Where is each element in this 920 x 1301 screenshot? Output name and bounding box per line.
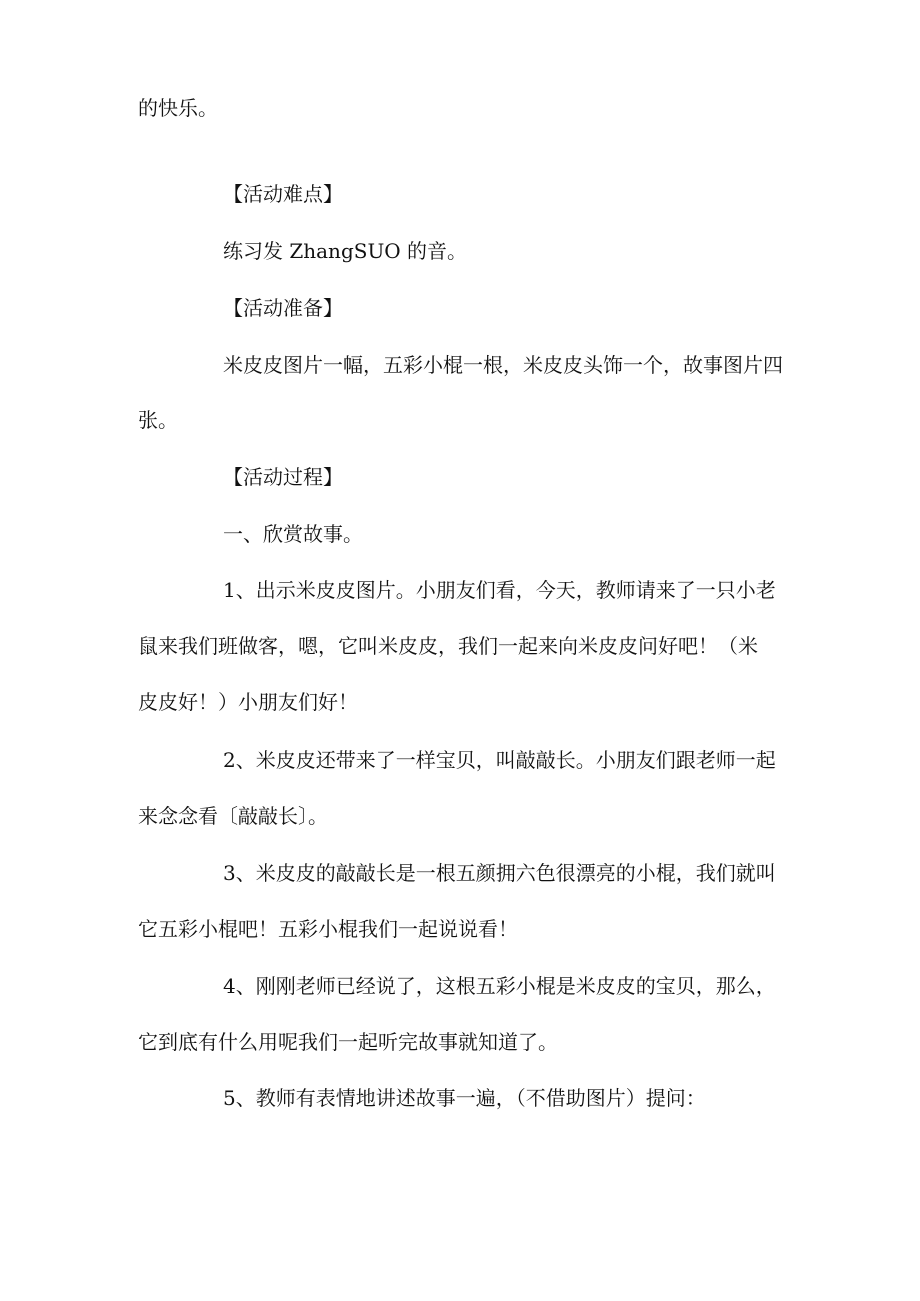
- text-line: 练习发 ZhangSUO 的音。: [223, 239, 468, 263]
- text-line: 它到底有什么用呢我们一起听完故事就知道了。: [138, 1030, 558, 1054]
- text-line: 皮皮好！）小朋友们好！: [138, 690, 358, 714]
- text-line: 的快乐。: [138, 96, 218, 120]
- text-line: 1、出示米皮皮图片。小朋友们看，今天，教师请来了一只小老: [223, 578, 776, 602]
- section-heading-preparation: 【活动准备】: [223, 296, 343, 320]
- text-line: 5、教师有表情地讲述故事一遍，（不借助图片）提问：: [223, 1086, 706, 1110]
- section-heading-difficulty: 【活动难点】: [223, 182, 343, 206]
- text-line: 它五彩小棍吧！五彩小棍我们一起说说看！: [138, 917, 518, 941]
- text-line: 米皮皮图片一幅，五彩小棍一根，米皮皮头饰一个，故事图片四: [223, 353, 783, 377]
- text-line: 2、米皮皮还带来了一样宝贝，叫敲敲长。小朋友们跟老师一起: [223, 748, 776, 772]
- text-line: 鼠来我们班做客，嗯，它叫米皮皮，我们一起来向米皮皮问好吧！（米: [138, 634, 758, 658]
- section-heading-process: 【活动过程】: [223, 465, 343, 489]
- text-line: 3、米皮皮的敲敲长是一根五颜拥六色很漂亮的小棍，我们就叫: [223, 861, 776, 885]
- text-line: 来念念看〔敲敲长〕。: [138, 804, 328, 828]
- text-line: 一、欣赏故事。: [223, 522, 363, 546]
- text-line: 张。: [138, 408, 178, 432]
- text-line: 4、刚刚老师已经说了，这根五彩小棍是米皮皮的宝贝，那么，: [223, 974, 776, 998]
